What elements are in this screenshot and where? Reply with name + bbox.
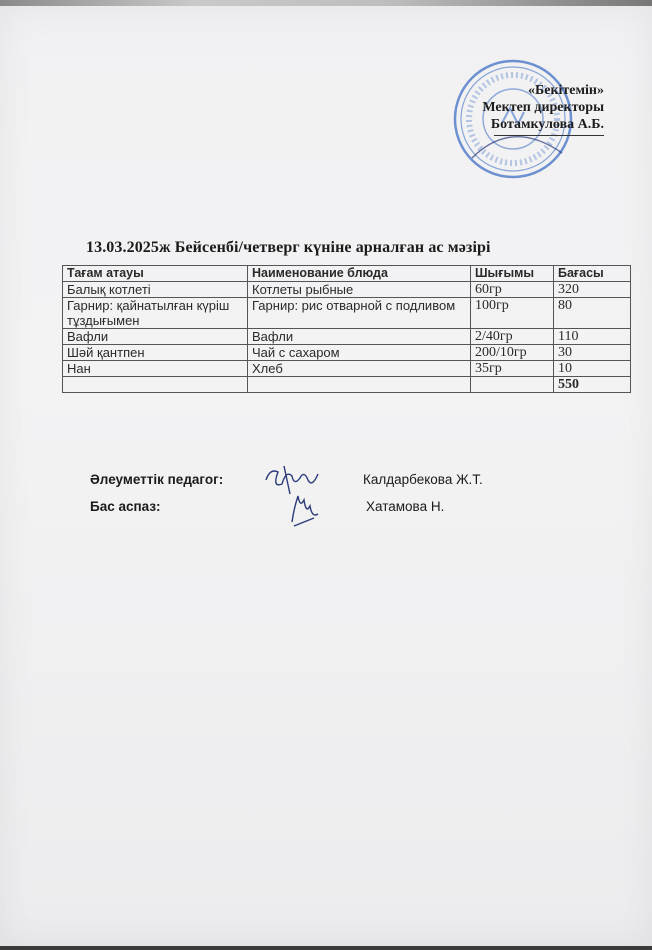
price: 80 [554, 298, 631, 329]
approval-position: Мектеп директоры [482, 100, 604, 115]
approval-signature-line [494, 135, 604, 136]
dish-ru: Котлеты рыбные [248, 282, 471, 298]
dish-kz: Балық котлеті [63, 282, 248, 298]
signature-role-social-pedagogue: Әлеуметтік педагог: [90, 472, 224, 487]
dish-ru: Хлеб [248, 361, 471, 377]
total-price: 550 [554, 377, 631, 393]
header-dish-kz: Тағам атауы [63, 266, 248, 282]
header-price: Бағасы [554, 266, 631, 282]
dish-kz: Нан [63, 361, 248, 377]
dish-ru: Вафли [248, 329, 471, 345]
yield: 2/40гр [471, 329, 554, 345]
approval-heading: «Бекітемін» [527, 83, 604, 98]
menu-table [62, 265, 631, 393]
dish-ru: Гарнир: рис отварной с подливом [248, 298, 471, 329]
table-row [63, 298, 631, 329]
empty-cell [471, 377, 554, 393]
empty-cell [63, 377, 248, 393]
table-row [63, 329, 631, 345]
yield: 60гр [471, 282, 554, 298]
document-page [0, 6, 652, 946]
table-row [63, 361, 631, 377]
approval-director-name: Ботамкулова А.Б. [490, 117, 604, 132]
empty-cell [248, 377, 471, 393]
price: 110 [554, 329, 631, 345]
price: 10 [554, 361, 631, 377]
dish-kz: Гарнир: қайнатылған күріш тұздығымен [63, 298, 248, 329]
signature-name-head-cook: Хатамова Н. [366, 499, 445, 514]
yield: 35гр [471, 361, 554, 377]
table-row [63, 282, 631, 298]
dish-ru: Чай с сахаром [248, 345, 471, 361]
yield: 100гр [471, 298, 554, 329]
menu-title: 13.03.2025ж Бейсенбі/четверг күніне арналған ас мәзірі [86, 239, 491, 256]
dish-kz: Вафли [63, 329, 248, 345]
price: 30 [554, 345, 631, 361]
table-total-row [63, 377, 631, 393]
dish-kz: Шәй қантпен [63, 345, 248, 361]
handwritten-signature-2 [284, 488, 324, 530]
yield: 200/10гр [471, 345, 554, 361]
header-yield: Шығымы [471, 266, 554, 282]
header-dish-ru: Наименование блюда [248, 266, 471, 282]
signature-name-social-pedagogue: Калдарбекова Ж.Т. [363, 472, 483, 487]
signature-role-head-cook: Бас аспаз: [90, 499, 161, 514]
table-row [63, 345, 631, 361]
table-header-row [63, 266, 631, 282]
price: 320 [554, 282, 631, 298]
approval-block [464, 82, 604, 136]
